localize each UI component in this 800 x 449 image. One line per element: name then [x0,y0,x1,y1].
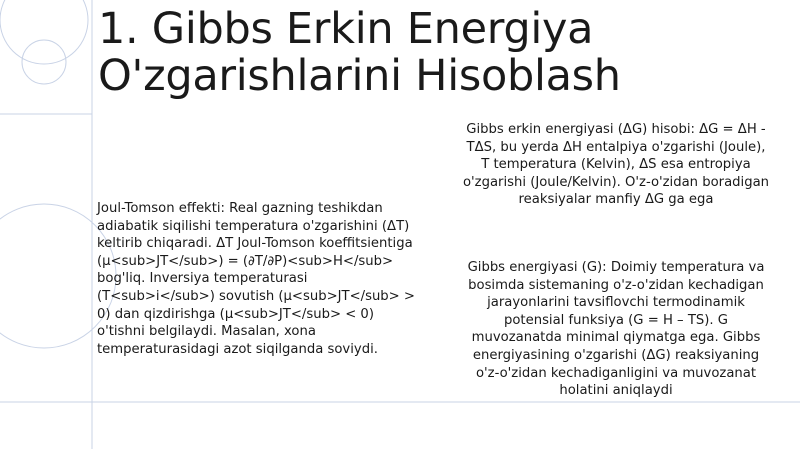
gibbs-calculation-paragraph: Gibbs erkin energiyasi (ΔG) hisobi: ΔG = ΔH - TΔS, bu yerda ΔH entalpiya o'zgarishi (Joule), T temperatura (Kelvin), ΔS esa entropiya o'zgarishi (Joule/Kelvin). O'z-o'zidan boradigan reaksiyalar manfiy ΔG ga ega [462,122,770,208]
slide-title: 1. Gibbs Erkin Energiya O'zgarishlarini Hisoblash [98,4,621,101]
joule-thomson-paragraph: Joul-Tomson effekti: Real gazning teshikdan adiabatik siqilishi temperatura o'zgarishini (ΔT) keltirib chiqaradi. ΔT Joul-Tomson koeffitsientiga (μ<sub>JT</sub>) = (∂T/∂P)<sub>H</sub> bog'liq. Inversiya temperaturasi (T<sub>i</sub>) sovutish (μ<sub>JT</sub> > 0) dan qizdirishga (μ<sub>JT</sub> < 0) o'tishni belgilaydi. Masalan, xona temperaturasidagi azot siqilganda soviydi. [97,201,415,357]
gibbs-energy-definition-paragraph: Gibbs energiyasi (G): Doimiy temperatura va bosimda sistemaning o'z-o'zidan kechadigan jarayonlarini tavsiflovchi termodinamik potensial funksiya (G = H – TS). G muvozanatda minimal qiymatga ega. Gibbs energiyasining o'zgarishi (ΔG) reaksiyaning o'z-o'zidan kechadiganligini va muvozanat holatini aniqlaydi [467,260,765,399]
